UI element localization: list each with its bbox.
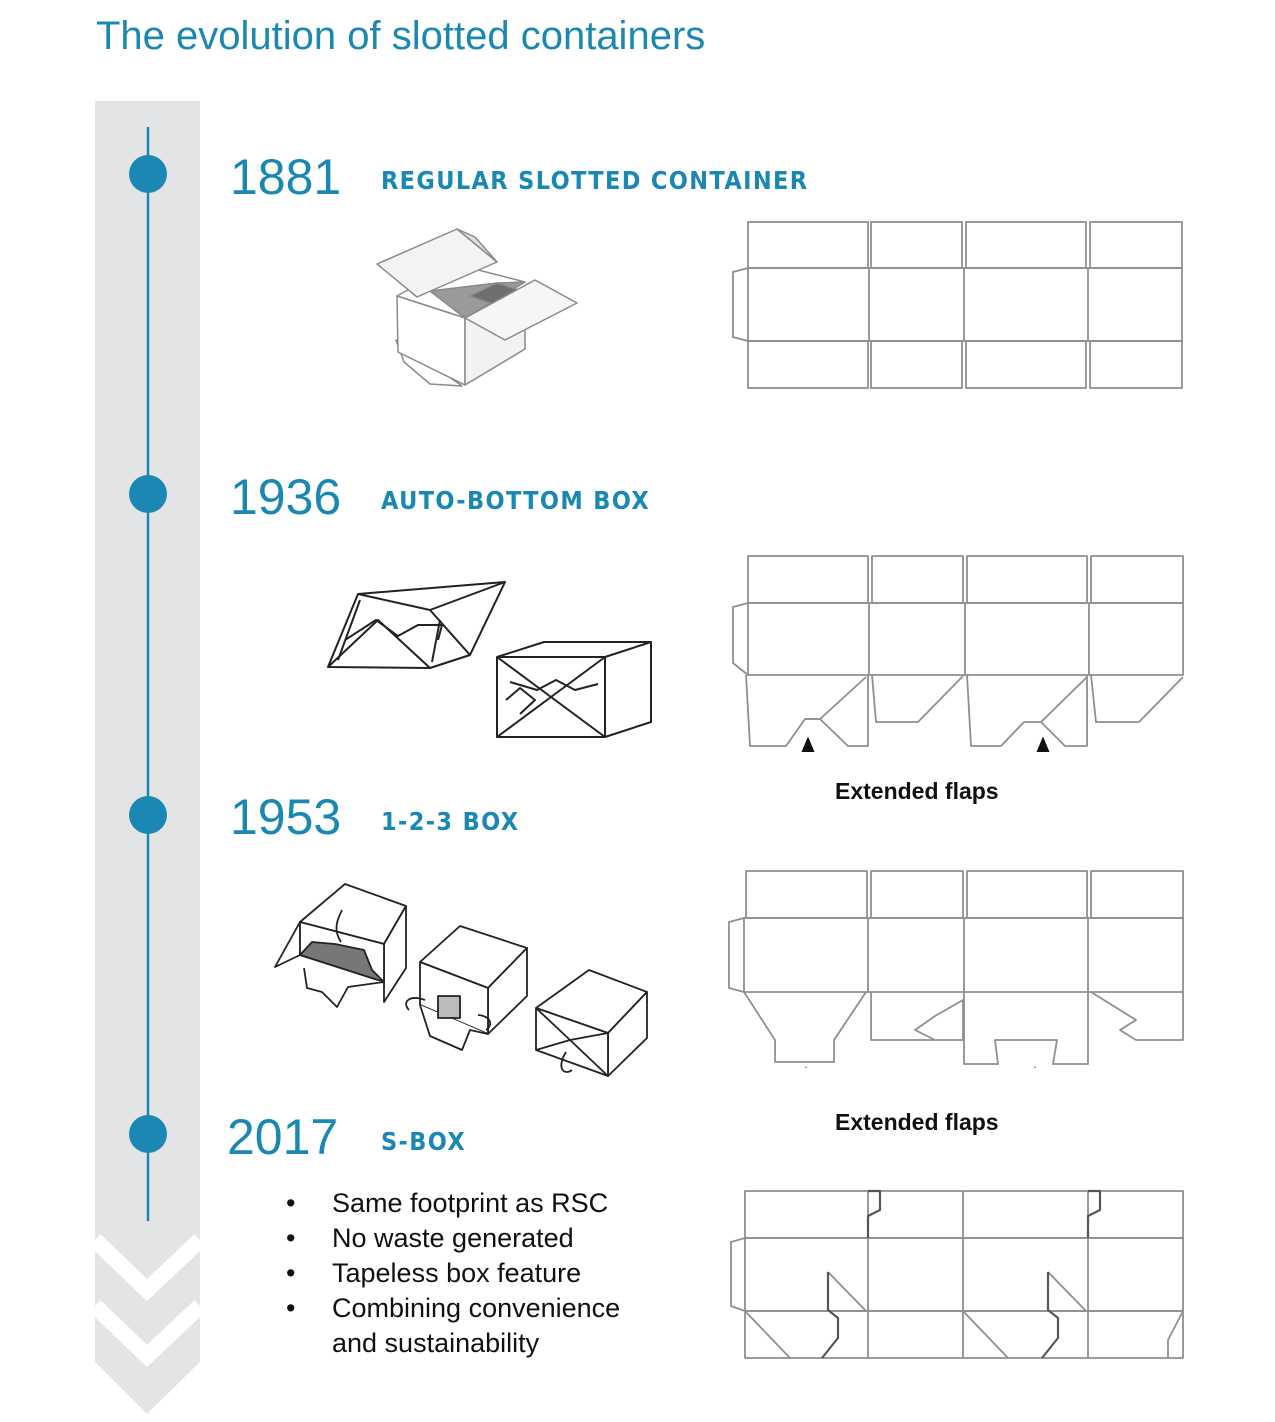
feature-list xyxy=(286,1186,672,1361)
123-box-illustration xyxy=(270,878,655,1083)
feature-text: Tapeless box feature xyxy=(332,1258,582,1288)
rsc-box-illustration xyxy=(372,225,582,390)
rsc-flat-blank xyxy=(728,220,1186,392)
feature-item xyxy=(286,1221,672,1256)
auto-bottom-illustration xyxy=(320,575,660,745)
box-type-label: AUTO-BOTTOM BOX xyxy=(381,486,651,515)
dot-icon xyxy=(129,155,167,193)
year-label: 1936 xyxy=(230,469,342,525)
dot-icon xyxy=(129,475,167,513)
year-label: 1953 xyxy=(230,789,342,845)
box-type-label: 1-2-3 BOX xyxy=(381,807,520,836)
feature-text: Combining convenience and sustainability xyxy=(332,1293,621,1358)
feature-item xyxy=(286,1256,672,1291)
extended-flaps-callout: Extended flaps xyxy=(835,778,999,804)
bullet-icon: • xyxy=(286,1188,296,1218)
year-label: 1881 xyxy=(230,149,342,205)
dot-icon xyxy=(129,1115,167,1153)
123-box-flat-blank xyxy=(726,868,1186,1068)
extended-flaps-callout: Extended flaps xyxy=(835,1109,999,1135)
page-title: The evolution of slotted containers xyxy=(96,14,706,58)
s-box-flat-blank xyxy=(726,1188,1186,1363)
feature-item xyxy=(286,1291,672,1361)
feature-text: No waste generated xyxy=(332,1223,574,1253)
dot-icon xyxy=(129,796,167,834)
box-type-label: REGULAR SLOTTED CONTAINER xyxy=(381,166,809,195)
bullet-icon: • xyxy=(286,1258,296,1288)
bullet-icon: • xyxy=(286,1223,296,1253)
feature-text: Same footprint as RSC xyxy=(332,1188,609,1218)
feature-item xyxy=(286,1186,672,1221)
auto-bottom-flat-blank xyxy=(728,552,1186,752)
box-type-label: S-BOX xyxy=(381,1127,467,1156)
year-label: 2017 xyxy=(227,1109,339,1165)
bullet-icon: • xyxy=(286,1293,296,1323)
timeline xyxy=(0,0,260,1422)
